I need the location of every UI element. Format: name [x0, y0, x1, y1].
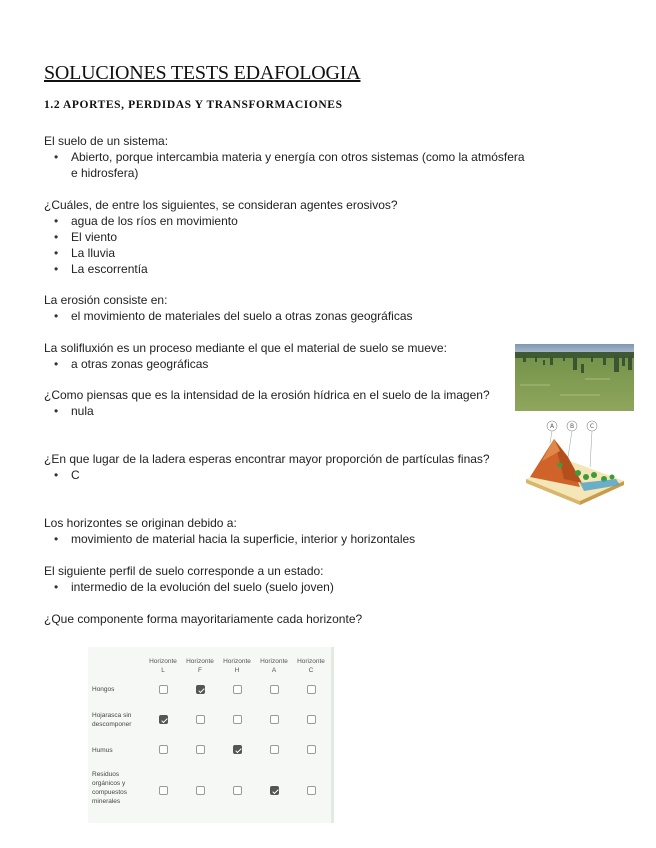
landscape-photo — [515, 344, 634, 411]
grid-checkbox[interactable] — [196, 786, 205, 795]
grid-checkbox[interactable] — [159, 745, 168, 754]
answer-item: • Abierto, porque intercambia materia y energía con otros sistemas (como la atmósfera e hidrosfera) — [44, 149, 534, 181]
document-title: SOLUCIONES TESTS EDAFOLOGIA — [44, 62, 361, 84]
question-block — [44, 387, 499, 419]
answer-item: • movimiento de material hacia la superficie, interior y horizontales — [44, 531, 534, 547]
slope-label-c: C — [589, 423, 595, 430]
grid-col-header: Horizonte F — [186, 658, 214, 674]
grid-checkbox[interactable] — [307, 786, 316, 795]
grid-col-header: Horizonte C — [297, 658, 325, 674]
answer-list — [44, 467, 506, 483]
grid-row-label: Hojarasca sin descomponer — [92, 712, 132, 728]
grid-checkbox[interactable] — [233, 685, 242, 694]
answer-item: • El viento — [44, 229, 534, 245]
question-text: ¿Como piensas que es la intensidad de la erosión hídrica en el suelo de la imagen? — [44, 388, 490, 402]
grid-row-label: Residuos orgánicos y compuestos minerales — [92, 771, 128, 805]
grid-col-header: Horizonte L — [149, 658, 177, 674]
question-text: ¿En que lugar de la ladera esperas encontrar mayor proporción de partículas finas? — [44, 452, 490, 466]
answer-item: • el movimiento de materiales del suelo a otras zonas geográficas — [44, 308, 534, 324]
answer-list — [44, 356, 509, 372]
answer-list — [44, 149, 534, 181]
question-text: El suelo de un sistema: — [44, 134, 169, 148]
grid-checkbox-checked[interactable] — [159, 715, 168, 724]
question-block — [44, 197, 534, 277]
question-block — [44, 563, 534, 595]
question-block — [44, 515, 534, 547]
grid-checkbox[interactable] — [159, 786, 168, 795]
grid-checkbox[interactable] — [307, 685, 316, 694]
answer-item: • La escorrentía — [44, 261, 534, 277]
answer-list — [44, 403, 499, 419]
question-text: La solifluxión es un proceso mediante el que el material de suelo se mueve: — [44, 341, 447, 355]
answer-list — [44, 579, 534, 595]
grid-checkbox-checked[interactable] — [233, 745, 242, 754]
answer-item: • C — [44, 467, 506, 483]
slope-label-a: A — [549, 423, 555, 430]
grid-checkbox[interactable] — [233, 715, 242, 724]
answer-list — [44, 308, 534, 324]
grid-checkbox[interactable] — [159, 685, 168, 694]
grid-checkbox[interactable] — [307, 715, 316, 724]
answer-item: • agua de los ríos en movimiento — [44, 213, 534, 229]
grid-checkbox[interactable] — [233, 786, 242, 795]
answer-list — [44, 531, 534, 547]
question-text: El siguiente perfil de suelo corresponde a un estado: — [44, 564, 324, 578]
slope-diagram — [520, 417, 628, 505]
grid-checkbox[interactable] — [307, 745, 316, 754]
question-block — [44, 340, 509, 372]
grid-checkbox[interactable] — [270, 745, 279, 754]
grid-checkbox-checked[interactable] — [196, 685, 205, 694]
answer-item: • a otras zonas geográficas — [44, 356, 509, 372]
grid-checkbox[interactable] — [270, 685, 279, 694]
answer-item: • nula — [44, 403, 499, 419]
section-subtitle: 1.2 APORTES, PERDIDAS Y TRANSFORMACIONES — [44, 99, 343, 111]
answer-item: • intermedio de la evolución del suelo (suelo joven) — [44, 579, 534, 595]
grid-col-header: Horizonte H — [223, 658, 251, 674]
question-block — [44, 611, 534, 627]
grid-checkbox[interactable] — [196, 715, 205, 724]
grid-checkbox-checked[interactable] — [270, 786, 279, 795]
answer-item: • La lluvia — [44, 245, 534, 261]
question-text: La erosión consiste en: — [44, 293, 168, 307]
grid-row-label: Hongos — [92, 686, 115, 693]
question-text: Los horizontes se originan debido a: — [44, 516, 237, 530]
grid-checkbox[interactable] — [270, 715, 279, 724]
question-block — [44, 133, 534, 181]
grid-row-label: Humus — [92, 747, 113, 754]
slope-label-b: B — [569, 423, 575, 430]
grid-col-header: Horizonte A — [260, 658, 288, 674]
question-text: ¿Cuáles, de entre los siguientes, se consideran agentes erosivos? — [44, 198, 398, 212]
question-text: ¿Que componente forma mayoritariamente cada horizonte? — [44, 612, 363, 626]
answer-list — [44, 213, 534, 277]
grid-checkbox[interactable] — [196, 745, 205, 754]
question-block — [44, 292, 534, 324]
question-block — [44, 451, 506, 483]
